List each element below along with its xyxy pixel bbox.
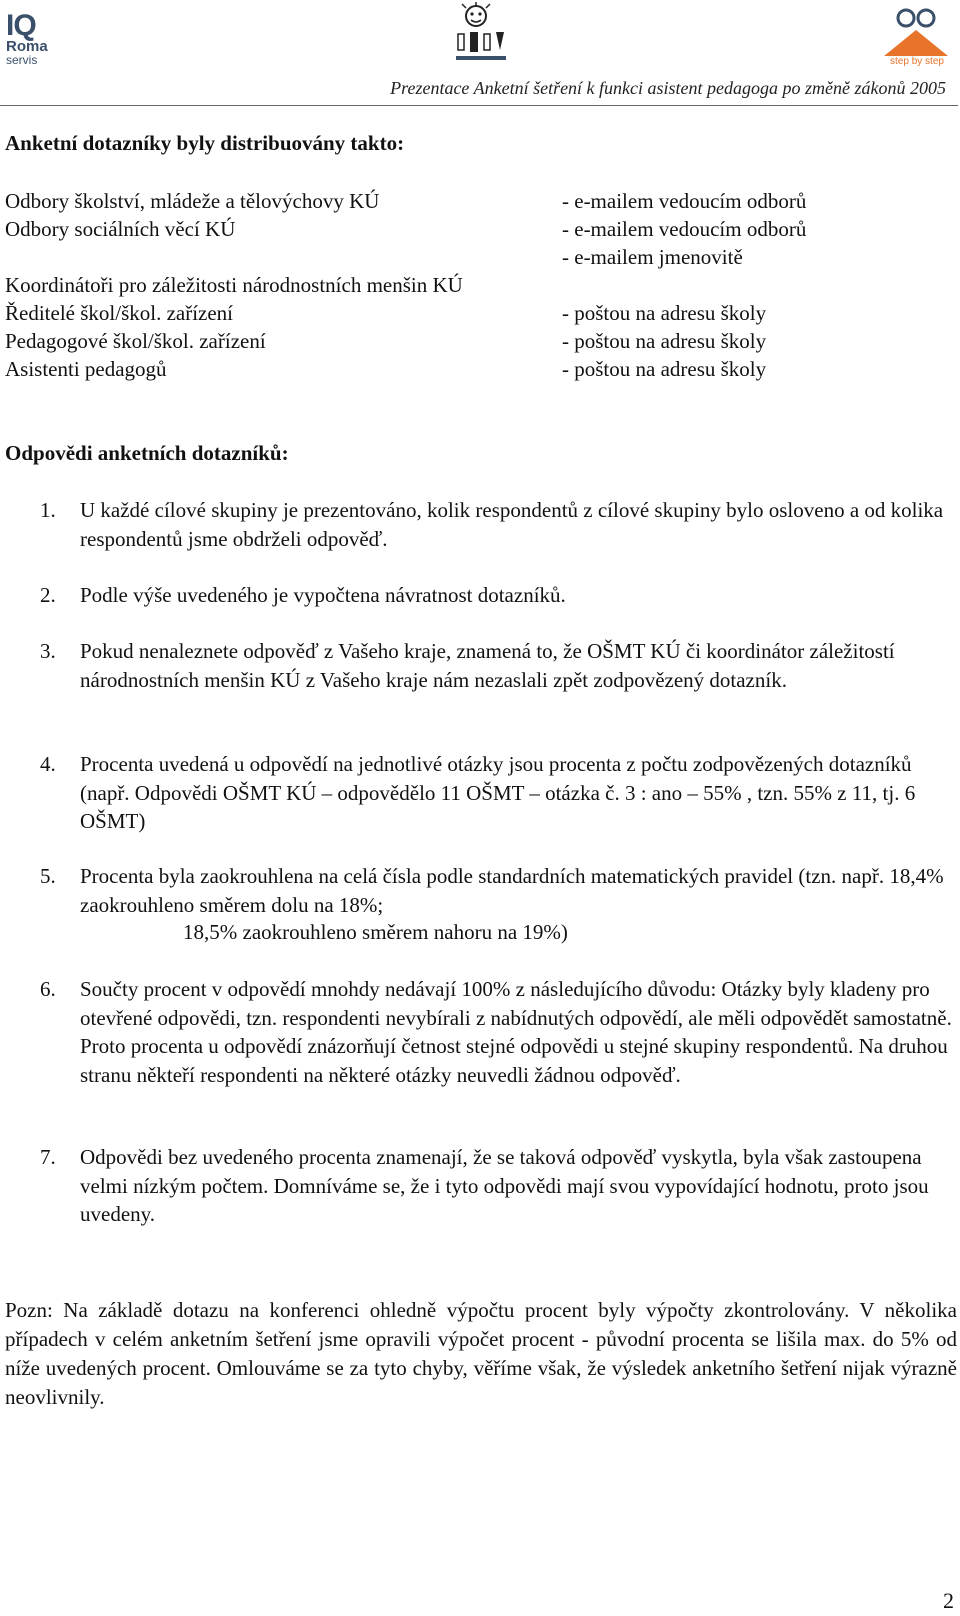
distribution-left-line: Pedagogové škol/škol. zařízení [5, 329, 266, 353]
distribution-right-line: - e-mailem vedoucím odborů [562, 217, 807, 241]
distribution-left-line: Ředitelé škol/škol. zařízení [5, 301, 234, 325]
item-text: Pokud nenaleznete odpověď z Vašeho kraje, znamená to, že OŠMT KÚ či koordinátor záležitostí národnostních menšin KÚ z Vašeho kraje nám nezaslali zpět zodpovězený dotazník. [80, 639, 895, 692]
logo-roma-text: Roma [6, 38, 48, 55]
distribution-right-line: - poštou na adresu školy [562, 301, 767, 325]
step-by-step-logo [880, 4, 954, 68]
item-text: Odpovědi bez uvedeného procenta znamenají, že se taková odpověď vyskytla, byla však zastoupena velmi nízkým počtem. Domníváme se, že i tyto odpovědi mají svou vypovídající hodnotu, proto jsou uvedeny. [80, 1145, 929, 1227]
logo-servis-text: servis [6, 53, 38, 67]
distribution-left-line: Koordinátoři pro záležitosti národnostních menšin KÚ [5, 273, 463, 297]
item-5-continuation: 18,5% zaokrouhleno směrem nahoru na 19%) [183, 920, 568, 944]
item-text: Procenta uvedená u odpovědí na jednotlivé otázky jsou procenta z počtu zodpovězených dotazníků (např. Odpovědi OŠMT KÚ – odpovědělo 11 OŠMT – otázka č. 3 : ano – 55% , tzn. 55% z 11, tj. 6 OŠMT) [80, 752, 916, 834]
item-number: 4. [40, 752, 56, 776]
distribution-heading: Anketní dotazníky byly distribuovány takto: [5, 131, 405, 155]
item-text: Podle výše uvedeného je vypočtena návratnost dotazníků. [80, 583, 566, 607]
item-number: 2. [40, 583, 56, 607]
item-number: 1. [40, 498, 56, 522]
item-text: Součty procent v odpovědí mnohdy nedávají 100% z následujícího důvodu: Otázky byly kladeny pro otevřené odpovědi, tzn. respondenti nevybírali z nabídnutých odpovědí, ale měli odpovědět samostatně. Proto procenta u odpovědí znázorňují četnost stejné odpovědi u stejné skupiny respondentů. Na druhou stranu někteří respondenti na některé otázky neuvedli žádnou odpověď. [80, 977, 952, 1088]
distribution-right-line: - e-mailem jmenovitě [562, 245, 743, 269]
header-caption: Prezentace Anketní šetření k funkci asistent pedagoga po změně zákonů 2005 [390, 78, 946, 98]
note-paragraph: Pozn: Na základě dotazu na konferenci ohledně výpočtu procent byly výpočty zkontrolovány. V několika případech v celém anketním šetření jsme opravili výpočet procent - původní procenta se lišila max. do 5% od níže uvedených procent. Omlouváme se za tyto chyby, věříme však, že výsledek anketního šetření nijak výrazně neovlivnily. [5, 1298, 957, 1409]
distribution-left-line: Odbory sociálních věcí KÚ [5, 217, 236, 241]
item-number: 3. [40, 639, 56, 663]
logo-iq-text: IQ [6, 9, 36, 42]
item-text: U každé cílové skupiny je prezentováno, kolik respondentů z cílové skupiny bylo osloveno a od kolika respondentů jsme obdrželi odpověď. [80, 498, 944, 551]
iq-roma-servis-logo [6, 9, 66, 70]
item-number: 5. [40, 864, 56, 888]
item-number: 6. [40, 977, 56, 1001]
distribution-right-line: - e-mailem vedoucím odborů [562, 189, 807, 213]
header-divider [0, 105, 958, 106]
page-number: 2 [943, 1588, 954, 1613]
distribution-right-line: - poštou na adresu školy [562, 329, 767, 353]
item-number: 7. [40, 1145, 56, 1169]
item-text: Procenta byla zaokrouhlena na celá čísla podle standardních matematických pravidel (tzn. např. 18,4% zaokrouhleno směrem dolu na 18%; [80, 864, 944, 917]
children-drawing-logo [452, 2, 514, 66]
distribution-left-line: Asistenti pedagogů [5, 357, 167, 381]
answers-heading: Odpovědi anketních dotazníků: [5, 441, 289, 465]
distribution-left-line: Odbory školství, mládeže a tělovýchovy KÚ [5, 189, 380, 213]
svg-text:step by step: step by step [890, 56, 944, 67]
distribution-right-line: - poštou na adresu školy [562, 357, 767, 381]
